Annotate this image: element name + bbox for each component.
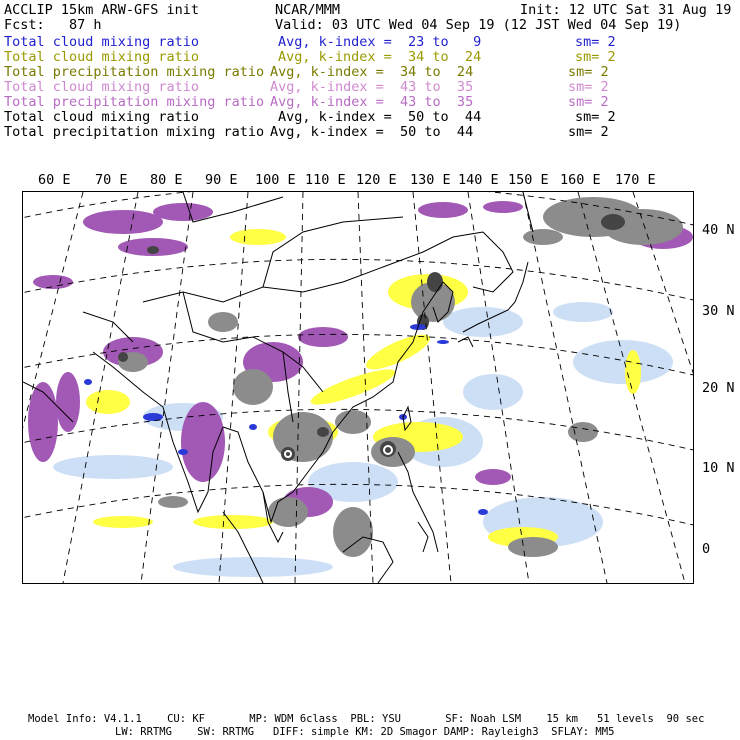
legend-k-index: Avg, k-index = 34 to 24	[278, 49, 482, 65]
latitude-label: 40 N	[702, 222, 735, 238]
latitude-label: 0	[702, 541, 711, 557]
legend-field-name: Total precipitation mixing ratio	[4, 124, 265, 140]
legend-smoothing: sm= 2	[568, 64, 609, 80]
longitude-label: 140 E	[458, 172, 499, 188]
longitude-label: 60 E	[38, 172, 71, 188]
legend-smoothing: sm= 2	[575, 109, 616, 125]
longitude-label: 170 E	[615, 172, 656, 188]
legend-field-name: Total cloud mixing ratio	[4, 109, 200, 125]
longitude-label: 120 E	[356, 172, 397, 188]
longitude-label: 100 E	[255, 172, 296, 188]
longitude-label: 80 E	[150, 172, 183, 188]
legend-k-index: Avg, k-index = 43 to 35	[270, 94, 474, 110]
model-info-line1: Model Info: V4.1.1 CU: KF MP: WDM 6class PBL: YSU SF: Noah LSM 15 km 51 levels 90 sec	[28, 713, 705, 725]
legend-field-name: Total cloud mixing ratio	[4, 79, 200, 95]
forecast-hour: Fcst: 87 h	[4, 17, 102, 33]
model-title: ACCLIP 15km ARW-GFS init	[4, 2, 200, 18]
map-canvas	[23, 192, 693, 583]
legend-k-index: Avg, k-index = 23 to 9	[278, 34, 482, 50]
latitude-label: 20 N	[702, 380, 735, 396]
forecast-map	[22, 191, 694, 584]
longitude-label: 70 E	[95, 172, 128, 188]
legend-field-name: Total precipitation mixing ratio	[4, 94, 265, 110]
legend-k-index: Avg, k-index = 50 to 44	[270, 124, 474, 140]
valid-time: Valid: 03 UTC Wed 04 Sep 19 (12 JST Wed 04 Sep 19)	[275, 17, 682, 33]
legend-field-name: Total cloud mixing ratio	[4, 34, 200, 50]
longitude-label: 110 E	[305, 172, 346, 188]
legend-k-index: Avg, k-index = 43 to 35	[270, 79, 474, 95]
legend-field-name: Total cloud mixing ratio	[4, 49, 200, 65]
legend-smoothing: sm= 2	[568, 94, 609, 110]
longitude-label: 160 E	[560, 172, 601, 188]
institution-title: NCAR/MMM	[275, 2, 341, 18]
legend-k-index: Avg, k-index = 34 to 24	[270, 64, 474, 80]
legend-k-index: Avg, k-index = 50 to 44	[278, 109, 482, 125]
init-time: Init: 12 UTC Sat 31 Aug 19	[520, 2, 732, 18]
legend-smoothing: sm= 2	[568, 79, 609, 95]
longitude-label: 130 E	[410, 172, 451, 188]
longitude-label: 90 E	[205, 172, 238, 188]
latitude-label: 10 N	[702, 460, 735, 476]
latitude-label: 30 N	[702, 303, 735, 319]
legend-smoothing: sm= 2	[575, 34, 616, 50]
longitude-label: 150 E	[508, 172, 549, 188]
legend-field-name: Total precipitation mixing ratio	[4, 64, 265, 80]
model-info-line2: LW: RRTMG SW: RRTMG DIFF: simple KM: 2D Smagor DAMP: Rayleigh3 SFLAY: MM5	[115, 726, 615, 738]
legend-smoothing: sm= 2	[568, 124, 609, 140]
legend-smoothing: sm= 2	[575, 49, 616, 65]
